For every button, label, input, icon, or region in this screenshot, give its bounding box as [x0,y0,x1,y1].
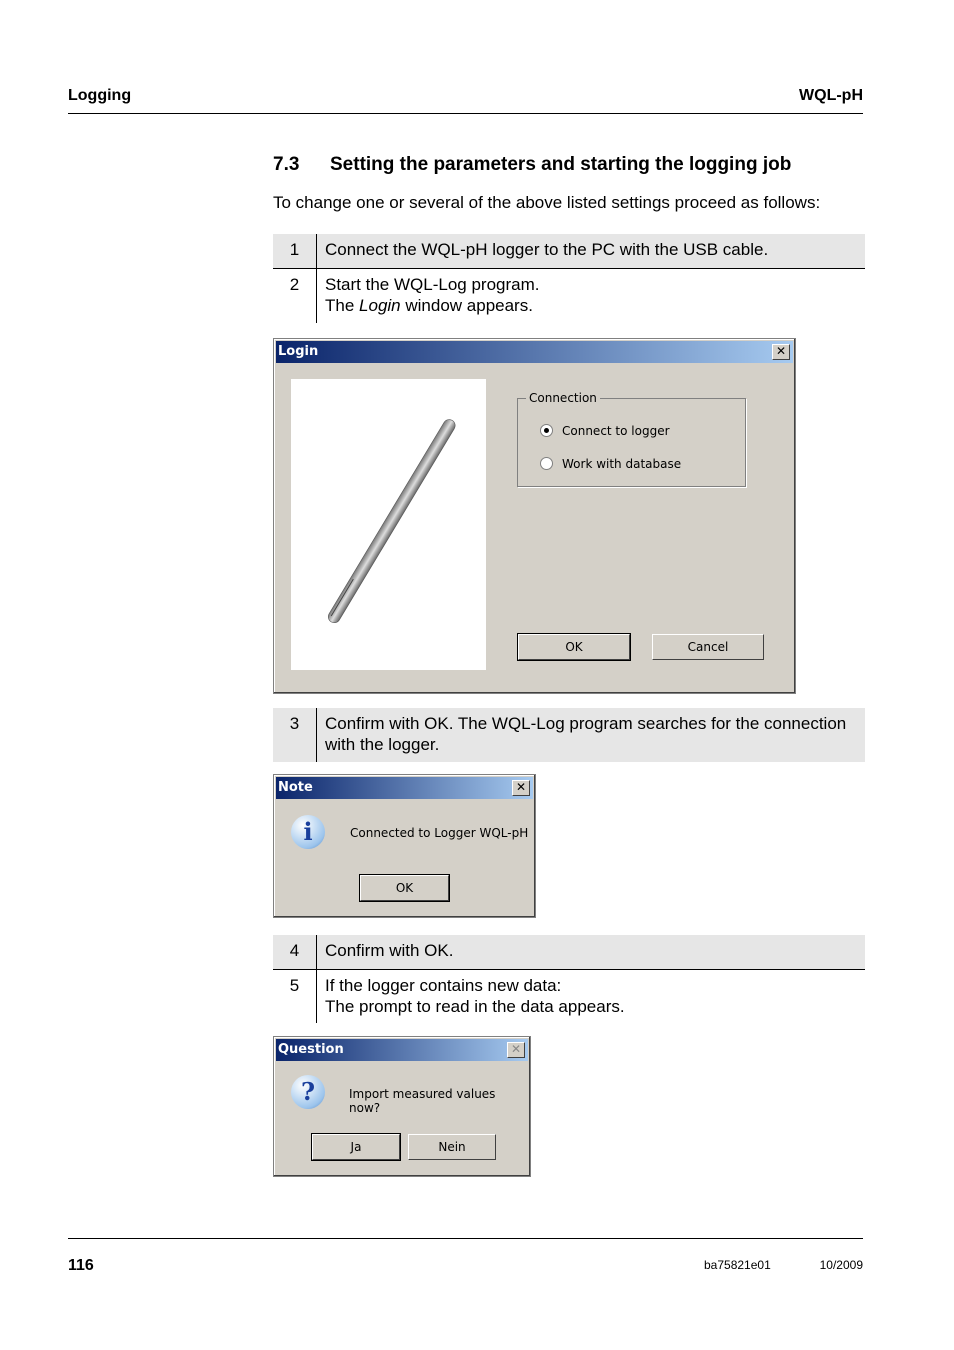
question-dialog [273,1036,531,1177]
step-number: 1 [289,240,300,259]
dialog-title: Note [278,780,313,795]
radio-connect-to-logger[interactable] [540,424,553,437]
no-button[interactable]: Nein [408,1134,496,1160]
step-number: 3 [289,714,300,733]
login-titlebar [276,341,793,363]
connection-group [517,391,746,487]
step-1 [273,234,865,269]
yes-button[interactable]: Ja [312,1134,400,1160]
step-text: Start the WQL-Log program. [325,275,540,294]
step-text: The [325,296,360,315]
close-icon[interactable]: ✕ [772,344,790,360]
step-5 [273,970,865,1023]
step-text: The prompt to read in the data appears. [325,997,625,1016]
ok-button[interactable]: OK [518,634,630,660]
login-dialog [273,338,796,694]
logger-probe-icon [291,379,486,670]
radio-label[interactable]: Work with database [562,457,682,471]
cancel-button[interactable]: Cancel [652,634,764,660]
info-icon: i [291,815,325,849]
step-text-emphasis: Login [359,296,401,315]
section-number: 7.3 [273,154,300,175]
question-titlebar [276,1039,528,1061]
section-title: Setting the parameters and starting the logging job [330,154,792,175]
step-text: window appears. [400,296,533,315]
step-text: Confirm with OK. The WQL-Log program searches for the connection with the logger. [325,714,847,754]
radio-work-with-database[interactable] [540,457,553,470]
radio-label[interactable]: Connect to logger [562,424,670,438]
dialog-title: Question [278,1042,344,1057]
header-chapter: Logging [68,87,132,104]
step-2 [273,269,865,323]
step-number: 2 [289,275,300,294]
dialog-title: Login [278,344,319,359]
question-icon: ? [291,1075,325,1109]
logger-image [291,379,486,670]
header-rule [68,113,863,114]
step-text: If the logger contains new data: [325,976,562,995]
step-4 [273,935,865,970]
intro-text: To change one or several of the above listed settings proceed as follows: [273,193,821,212]
header-product: WQL-pH [799,87,863,104]
close-icon[interactable]: ✕ [507,1042,525,1058]
footer-rule [68,1238,863,1239]
document-id: ba75821e01 [704,1258,771,1272]
document-date: 10/2009 [819,1258,863,1272]
step-text: Confirm with OK. [325,941,454,960]
step-number: 4 [289,941,300,960]
ok-button[interactable]: OK [360,875,449,901]
step-text: Connect the WQL-pH logger to the PC with the USB cable. [325,240,769,259]
connection-group-label: Connection [529,391,597,405]
note-titlebar [276,777,533,799]
step-number: 5 [289,976,300,995]
note-dialog [273,774,536,918]
page-number: 116 [68,1257,94,1274]
close-icon[interactable]: ✕ [512,780,530,796]
question-message: Import measured values now? [349,1087,496,1115]
note-message: Connected to Logger WQL-pH [350,826,529,840]
step-3 [273,708,865,762]
